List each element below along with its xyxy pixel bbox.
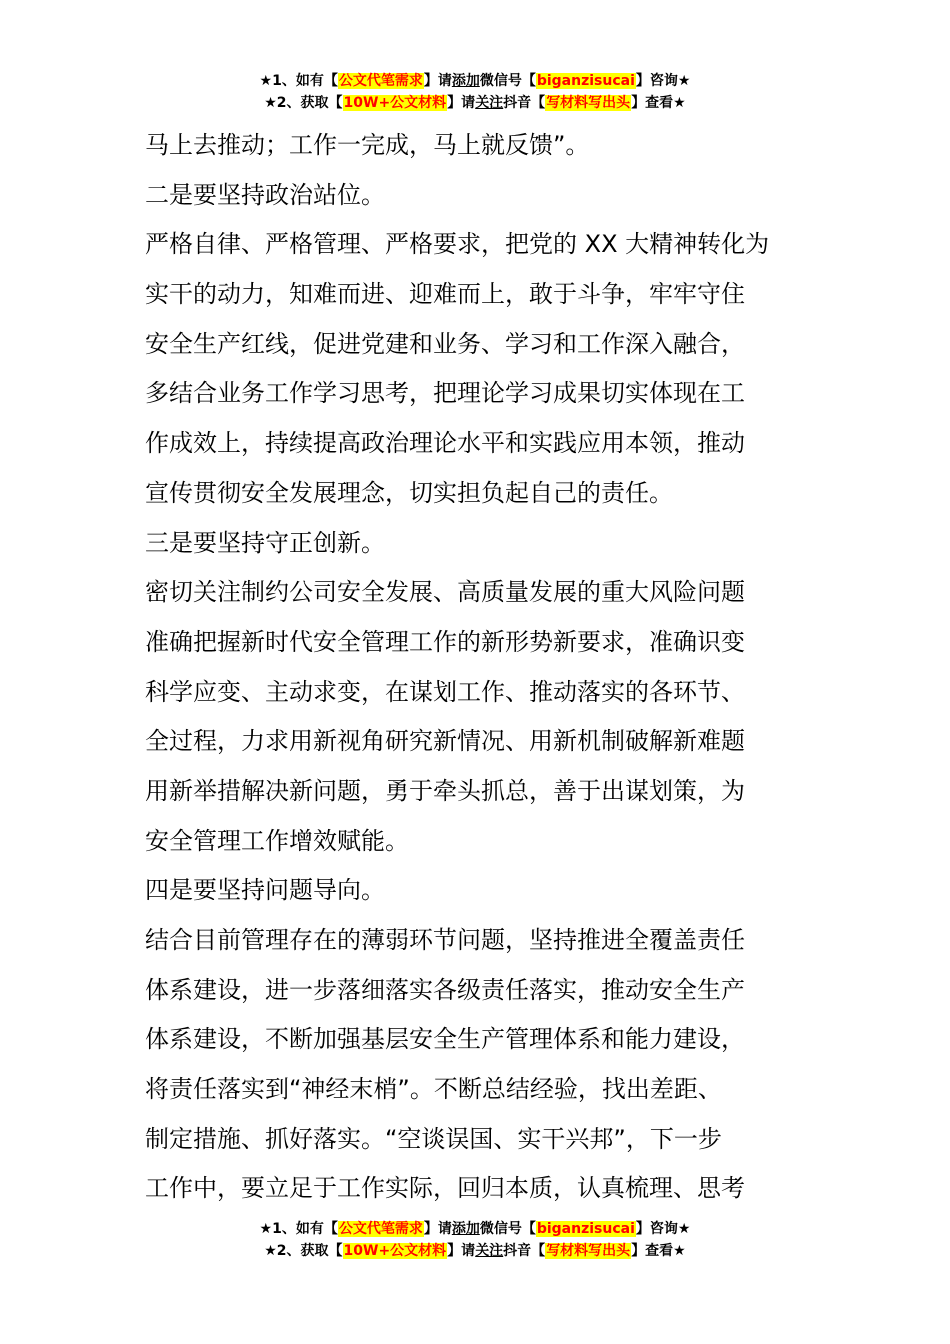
banner-text: ★1、如有【 — [259, 1221, 338, 1237]
banner-text: 】咨询★ — [635, 1221, 691, 1237]
banner-highlight: 公文代笔需求 — [338, 1221, 423, 1237]
text-line: 体系建设，进一步落细落实各级责任落实，推动安全生产 — [145, 975, 745, 1004]
banner-text: ★2、获取【 — [264, 95, 343, 111]
text-line: 制定措施、抓好落实。“空谈误国、实干兴邦”，下一步 — [145, 1124, 722, 1153]
footer-banner — [0, 1218, 950, 1262]
text-line: 马上去推动；工作一完成，马上就反馈”。 — [145, 131, 590, 159]
banner-underlined-text: 关注 — [475, 1243, 504, 1259]
header-banner — [0, 70, 950, 114]
text-line: 工作中，要立足于工作实际，回归本质，认真梳理、思考 — [145, 1174, 745, 1203]
section-heading: 三是要坚持守正创新。 — [145, 528, 385, 557]
text-line: 宣传贯彻安全发展理念，切实担负起自己的责任。 — [145, 478, 673, 507]
text-line: 作成效上，持续提高政治理论水平和实践应用本领，推动 — [145, 429, 745, 458]
banner-line-1 — [0, 1218, 950, 1240]
banner-text: 抖音【 — [503, 95, 546, 111]
text-line: 实干的动力，知难而进、迎难而上，敢于斗争，牢牢守住 — [145, 280, 745, 309]
banner-line-1 — [0, 70, 950, 92]
banner-line-2 — [0, 1240, 950, 1262]
text-line: 准确把握新时代安全管理工作的新形势新要求，准确识变 — [145, 627, 745, 656]
banner-text: 】请 — [447, 1243, 476, 1259]
banner-text: 微信号【 — [479, 1221, 536, 1237]
text-line: 用新举措解决新问题，勇于牵头抓总，善于出谋划策，为 — [145, 776, 745, 805]
banner-highlight: 写材料写出头 — [546, 1243, 631, 1259]
text-line: 多结合业务工作学习思考，把理论学习成果切实体现在工 — [145, 379, 745, 408]
banner-text: 】咨询★ — [635, 73, 691, 89]
banner-line-2 — [0, 92, 950, 114]
banner-underlined-text: 添加 — [451, 73, 480, 89]
text-line: 密切关注制约公司安全发展、高质量发展的重大风险问题 — [145, 578, 745, 607]
banner-highlight: 10W+公文材料 — [343, 95, 447, 111]
banner-text: 微信号【 — [479, 73, 536, 89]
text-line: 全过程，力求用新视角研究新情况、用新机制破解新难题 — [145, 727, 745, 756]
banner-text: 】请 — [423, 73, 452, 89]
banner-text: ★1、如有【 — [259, 73, 338, 89]
banner-text: 】请 — [423, 1221, 452, 1237]
banner-text: 抖音【 — [503, 1243, 546, 1259]
banner-underlined-text: 添加 — [451, 1221, 480, 1237]
text-line: 将责任落实到“神经末梢”。不断总结经验，找出差距、 — [145, 1075, 722, 1104]
text-line: 科学应变、主动求变，在谋划工作、推动落实的各环节、 — [145, 677, 745, 706]
text-line: 结合目前管理存在的薄弱环节问题，坚持推进全覆盖责任 — [145, 926, 745, 954]
text-line: 安全生产红线，促进党建和业务、学习和工作深入融合， — [145, 329, 745, 358]
banner-text: 】查看★ — [631, 95, 686, 111]
text-line: 严格自律、严格管理、严格要求，把党的 XX 大精神转化为 — [145, 230, 770, 259]
section-heading: 二是要坚持政治站位。 — [145, 180, 385, 209]
banner-underlined-text: 关注 — [475, 95, 504, 111]
banner-highlight: biganzisucai — [536, 1221, 635, 1237]
section-heading: 四是要坚持问题导向。 — [145, 876, 385, 905]
banner-highlight: 写材料写出头 — [546, 95, 631, 111]
banner-highlight: 公文代笔需求 — [338, 73, 423, 89]
banner-highlight: 10W+公文材料 — [343, 1243, 447, 1259]
banner-text: 】请 — [447, 95, 476, 111]
text-line: 体系建设，不断加强基层安全生产管理体系和能力建设， — [145, 1025, 745, 1054]
banner-highlight: biganzisucai — [536, 73, 635, 89]
banner-text: 】查看★ — [631, 1243, 686, 1259]
text-line: 安全管理工作增效赋能。 — [145, 826, 409, 855]
document-body — [145, 121, 810, 1214]
banner-text: ★2、获取【 — [264, 1243, 343, 1259]
